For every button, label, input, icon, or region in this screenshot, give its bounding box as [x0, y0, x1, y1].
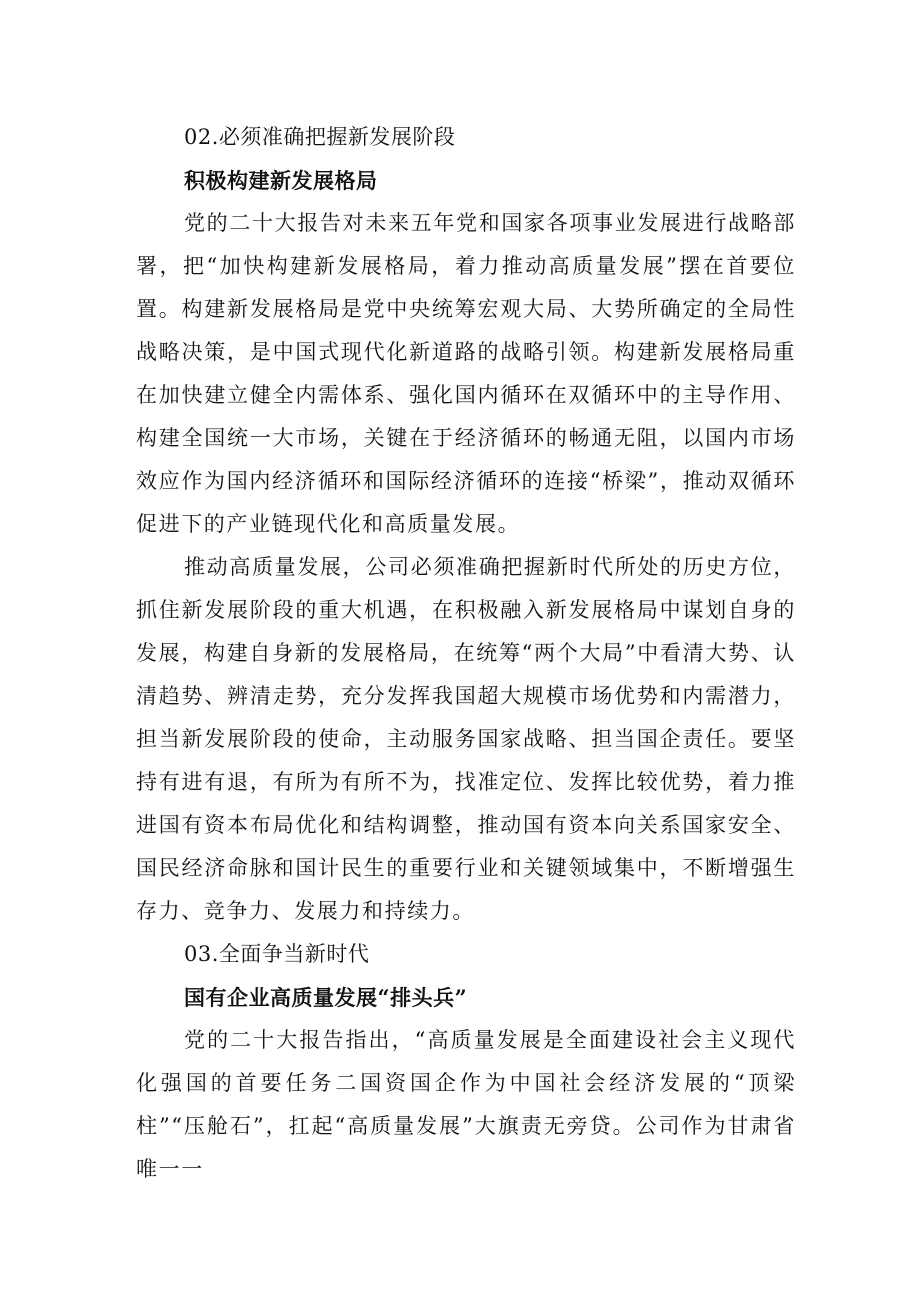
section-02-paragraph-1: 党的二十大报告对未来五年党和国家各项事业发展进行战略部署，把“加快构建新发展格局，着力推动高质量发展”摆在首要位置。构建新发展格局是党中央统筹宏观大局、大势所确定的全局性战略决策，是中国式现代化新道路的战略引领。构建新发展格局重在加快建立健全内需体系、强化国内循环在双循环中的主导作用、构建全国统一大市场，关键在于经济循环的畅通无阻，以国内市场效应作为国内经济循环和国际经济循环的连接“桥梁”，推动双循环促进下的产业链现代化和高质量发展。: [136, 211, 796, 536]
section-02-paragraph-2: 推动高质量发展，公司必须准确把握新时代所处的历史方位，抓住新发展阶段的重大机遇，在积极融入新发展格局中谋划自身的发展，构建自身新的发展格局，在统筹“两个大局”中看清大势、认清趋势、辨清走势，充分发挥我国超大规模市场优势和内需潜力，担当新发展阶段的使命，主动服务国家战略、担当国企责任。要坚持有进有退，有所为有所不为，找准定位、发挥比较优势，着力推进国有资本布局优化和结构调整，推动国有资本向关系国家安全、国民经济命脉和国计民生的重要行业和关键领域集中，不断增强生存力、竞争力、发展力和持续力。: [136, 555, 796, 923]
section-03-subtitle: 国有企业高质量发展“排头兵”: [184, 985, 468, 1010]
section-03-number-title: 03.全面争当新时代: [184, 942, 370, 966]
section-02-number-title: 02.必须准确把握新发展阶段: [184, 125, 456, 149]
section-02-subtitle: 积极构建新发展格局: [184, 168, 378, 193]
section-03-paragraph-1: 党的二十大报告指出，“高质量发展是全面建设社会主义现代化强国的首要任务二国资国企作为中国社会经济发展的“顶梁柱”“压舱石”，扛起“高质量发展”大旗责无旁贷。公司作为甘肃省唯一一: [136, 1028, 796, 1181]
article-body: [136, 116, 796, 1191]
